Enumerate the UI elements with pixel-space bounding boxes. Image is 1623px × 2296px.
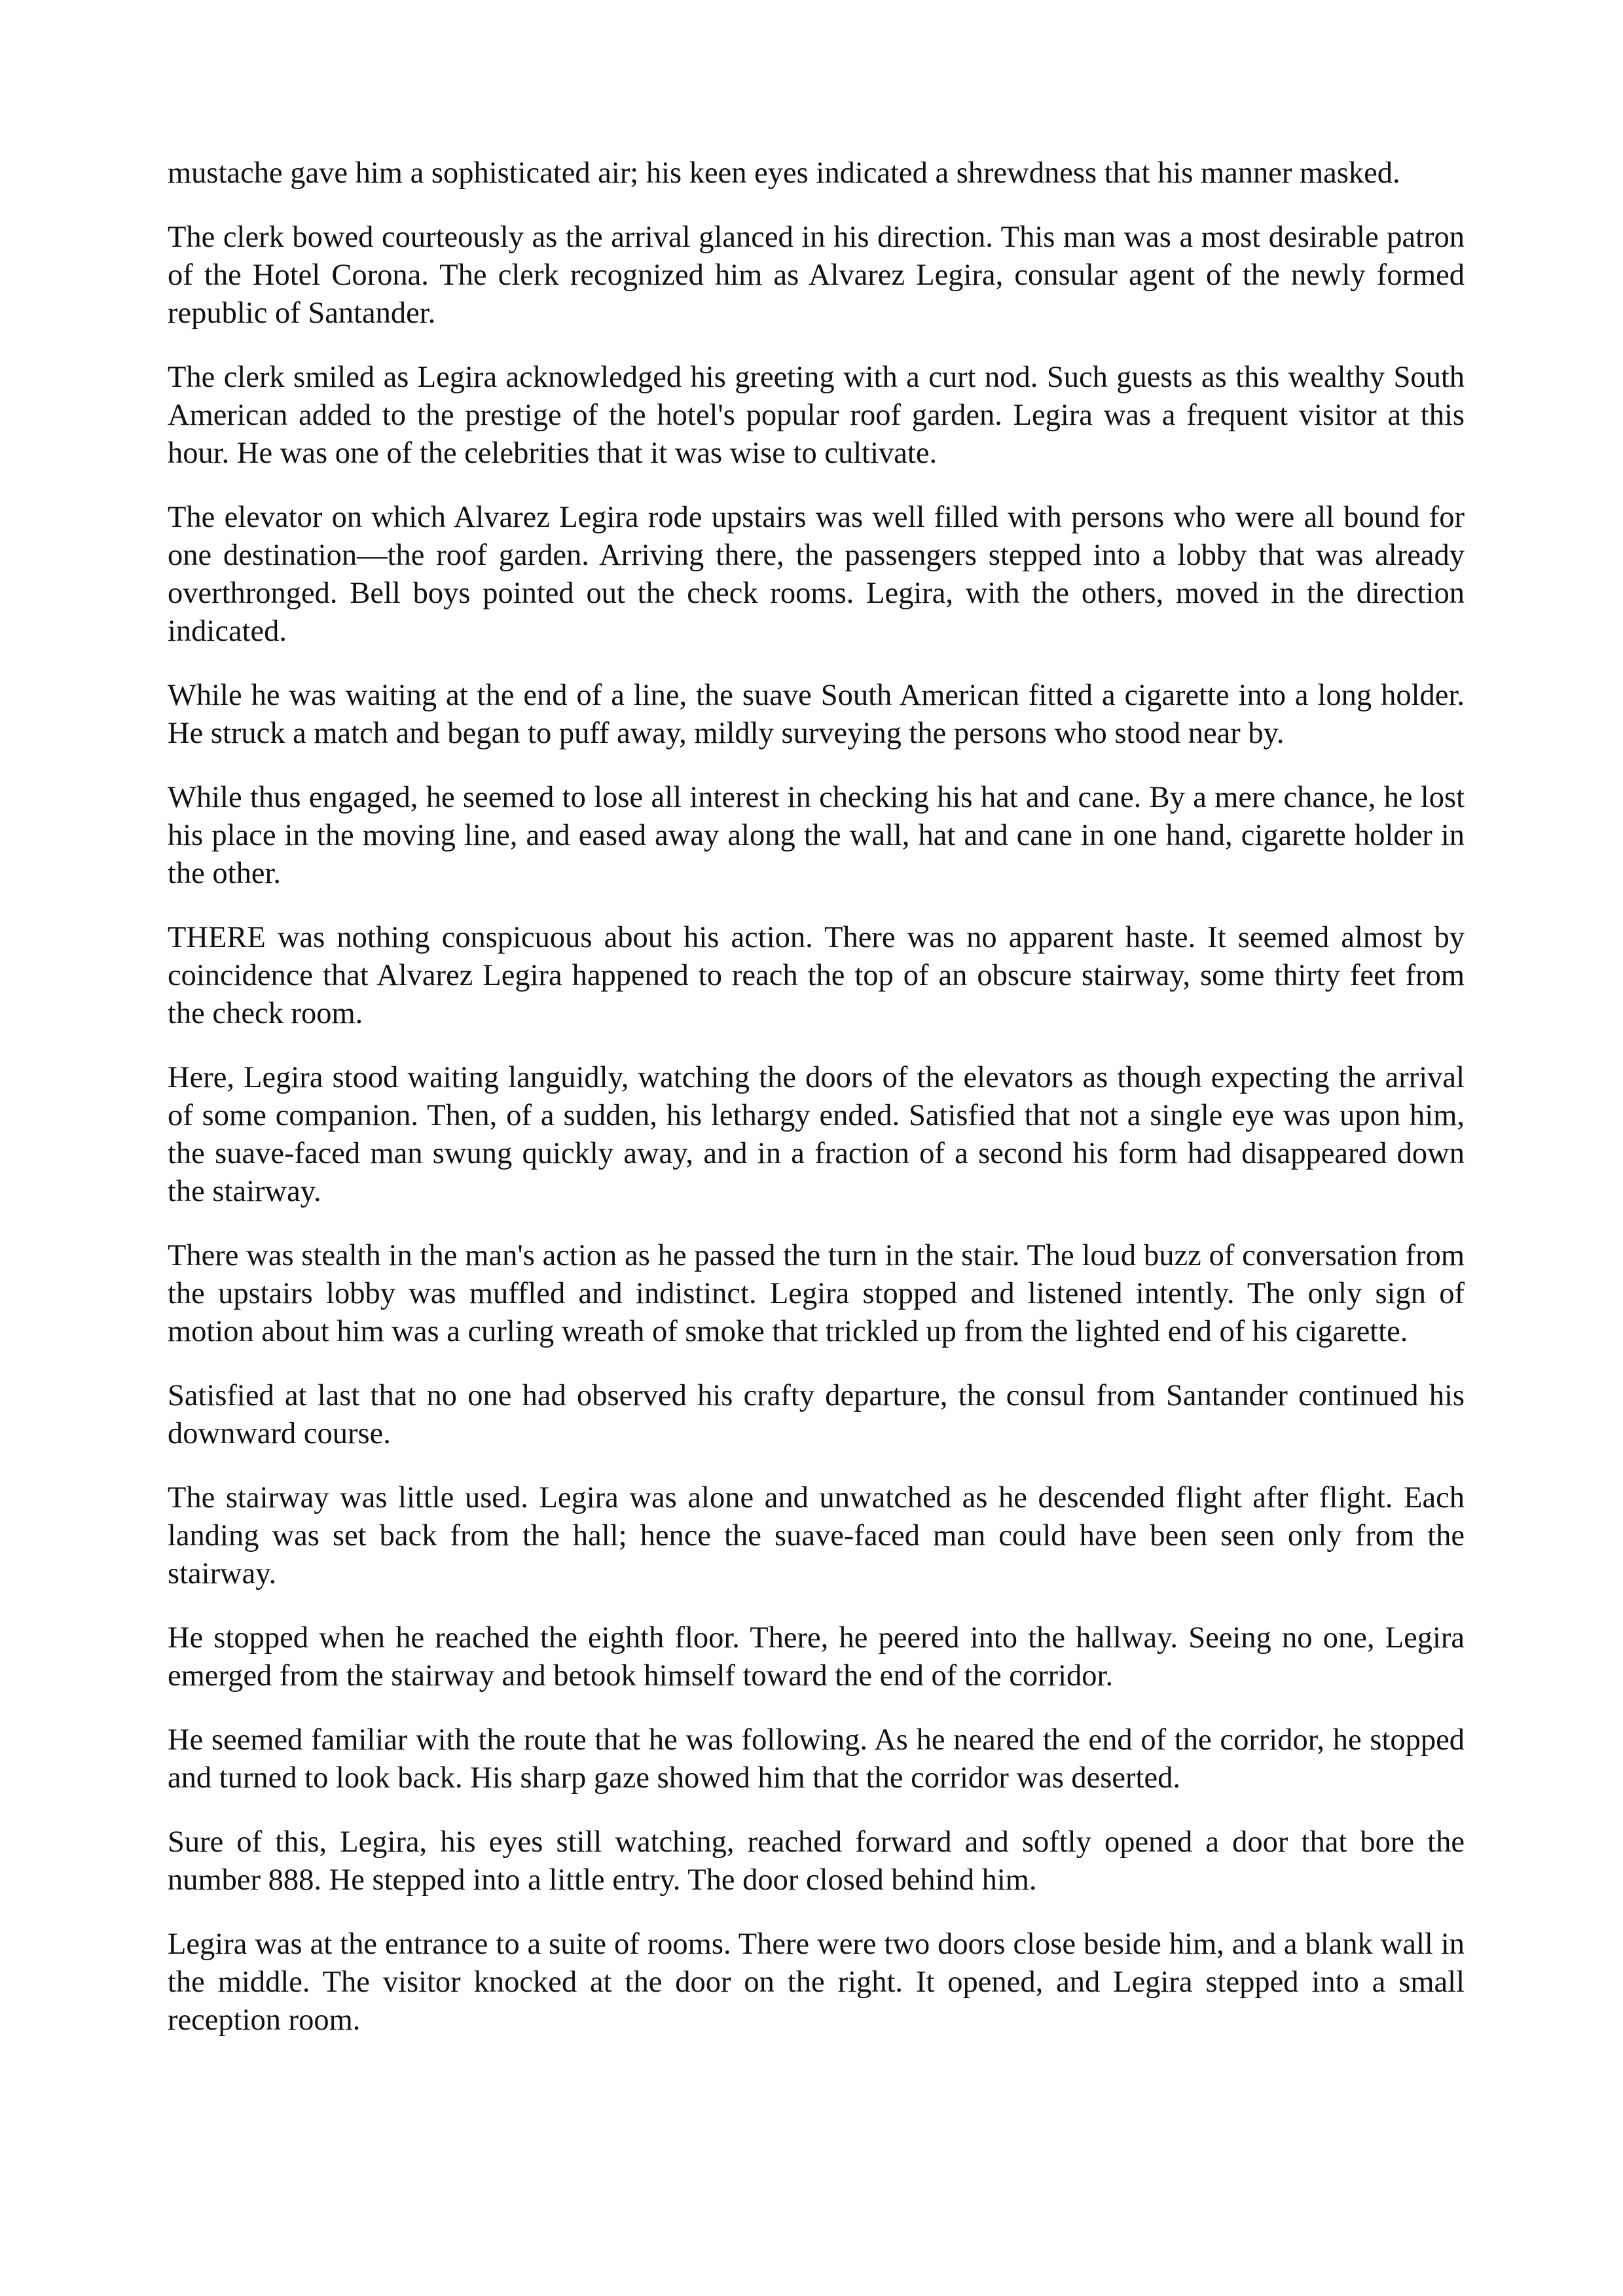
paragraph: The stairway was little used. Legira was alone and unwatched as he descended flight after flight. Each landing was set back from the hall; hence the suave-faced man could have been seen only from the stairway. <box>168 1481 1465 1590</box>
paragraph: The clerk bowed courteously as the arrival glanced in his direction. This man was a most desirable patron of the Hotel Corona. The clerk recognized him as Alvarez Legira, consular agent of the newly formed republic of Santander. <box>168 221 1465 330</box>
paragraph: He stopped when he reached the eighth floor. There, he peered into the hallway. Seeing no one, Legira emerged from the stairway and betook himself toward the end of the corridor. <box>168 1621 1465 1693</box>
paragraph: Here, Legira stood waiting languidly, watching the doors of the elevators as though expecting the arrival of some companion. Then, of a sudden, his lethargy ended. Satisfied that not a single eye was upon him, the suave-faced man swung quickly away, and in a fraction of a second his form had disappeared down the stairway. <box>168 1061 1465 1208</box>
paragraph: The elevator on which Alvarez Legira rode upstairs was well filled with persons who were all bound for one destination—the roof garden. Arriving there, the passengers stepped into a lobby that was already overthronged. Bell boys pointed out the check rooms. Legira, with the others, moved in the direction indicated. <box>168 501 1465 648</box>
paragraph: mustache gave him a sophisticated air; his keen eyes indicated a shrewdness that his manner masked. <box>168 156 1400 190</box>
paragraph: There was stealth in the man's action as he passed the turn in the stair. The loud buzz of conversation from the upstairs lobby was muffled and indistinct. Legira stopped and listened intently. The only sign of motion about him was a curling wreath of smoke that trickled up from the lighted end of his cigarette. <box>168 1239 1465 1348</box>
paragraph: While thus engaged, he seemed to lose all interest in checking his hat and cane. By a mere chance, he lost his place in the moving line, and eased away along the wall, hat and cane in one hand, cigarette holder in the other. <box>168 781 1465 890</box>
paragraph: Satisfied at last that no one had observed his crafty departure, the consul from Santander continued his downward course. <box>168 1379 1465 1450</box>
paragraph: THERE was nothing conspicuous about his action. There was no apparent haste. It seemed almost by coincidence that Alvarez Legira happened to reach the top of an obscure stairway, some thirty feet from the check room. <box>168 921 1465 1030</box>
paragraph: While he was waiting at the end of a line, the suave South American fitted a cigarette into a long holder. He struck a match and began to puff away, mildly surveying the persons who stood near by. <box>168 679 1465 750</box>
document-page <box>168 154 1465 2066</box>
paragraph: Legira was at the entrance to a suite of rooms. There were two doors close beside him, and a blank wall in the middle. The visitor knocked at the door on the right. It opened, and Legira stepped into a small reception room. <box>168 1928 1465 2037</box>
paragraph: He seemed familiar with the route that he was following. As he neared the end of the corridor, he stopped and turned to look back. His sharp gaze showed him that the corridor was deserted. <box>168 1723 1465 1795</box>
paragraph: The clerk smiled as Legira acknowledged his greeting with a curt nod. Such guests as this wealthy South American added to the prestige of the hotel's popular roof garden. Legira was a frequent visitor at this hour. He was one of the celebrities that it was wise to cultivate. <box>168 361 1465 470</box>
paragraph: Sure of this, Legira, his eyes still watching, reached forward and softly opened a door that bore the number 888. He stepped into a little entry. The door closed behind him. <box>168 1825 1465 1897</box>
